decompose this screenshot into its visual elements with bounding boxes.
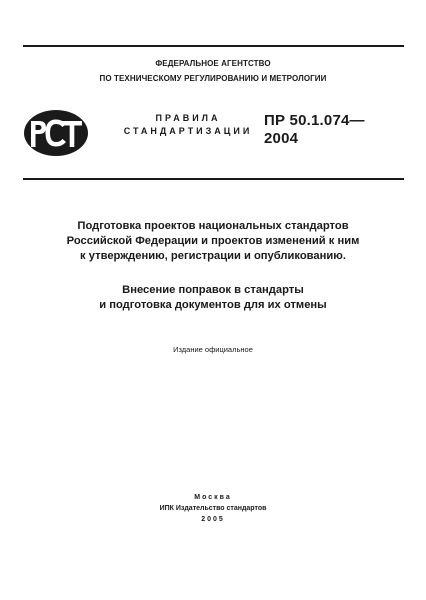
- document-type-line2: СТАНДАРТИЗАЦИИ: [123, 126, 253, 136]
- title-line: Внесение поправок в стандарты: [122, 284, 304, 296]
- publication-city: Москва: [194, 494, 232, 501]
- document-code-year: 2004: [264, 130, 299, 147]
- document-title-part1: [0, 219, 426, 264]
- agency-name-line2: ПО ТЕХНИЧЕСКОМУ РЕГУЛИРОВАНИЮ И МЕТРОЛОГИИ: [99, 74, 327, 83]
- title-line: Подготовка проектов национальных стандартов: [77, 220, 349, 232]
- rst-logo-icon: [22, 108, 90, 158]
- publisher-name: ИПК Издательство стандартов: [159, 505, 267, 512]
- top-divider: [23, 45, 404, 47]
- title-line: Российской Федерации и проектов изменений к ним: [66, 235, 360, 247]
- publication-year: 2005: [201, 516, 225, 523]
- bottom-divider: [23, 178, 404, 180]
- title-line: к утверждению, регистрации и опубликованию.: [80, 250, 346, 262]
- document-code-number: ПР 50.1.074—: [264, 112, 365, 129]
- edition-label: Издание официальное: [173, 345, 253, 354]
- document-title-part2: [0, 283, 426, 313]
- agency-name-line1: ФЕДЕРАЛЬНОЕ АГЕНТСТВО: [155, 59, 271, 68]
- document-code: [264, 112, 365, 148]
- title-line: и подготовка документов для их отмены: [99, 299, 327, 311]
- document-type-line1: ПРАВИЛА: [155, 113, 221, 123]
